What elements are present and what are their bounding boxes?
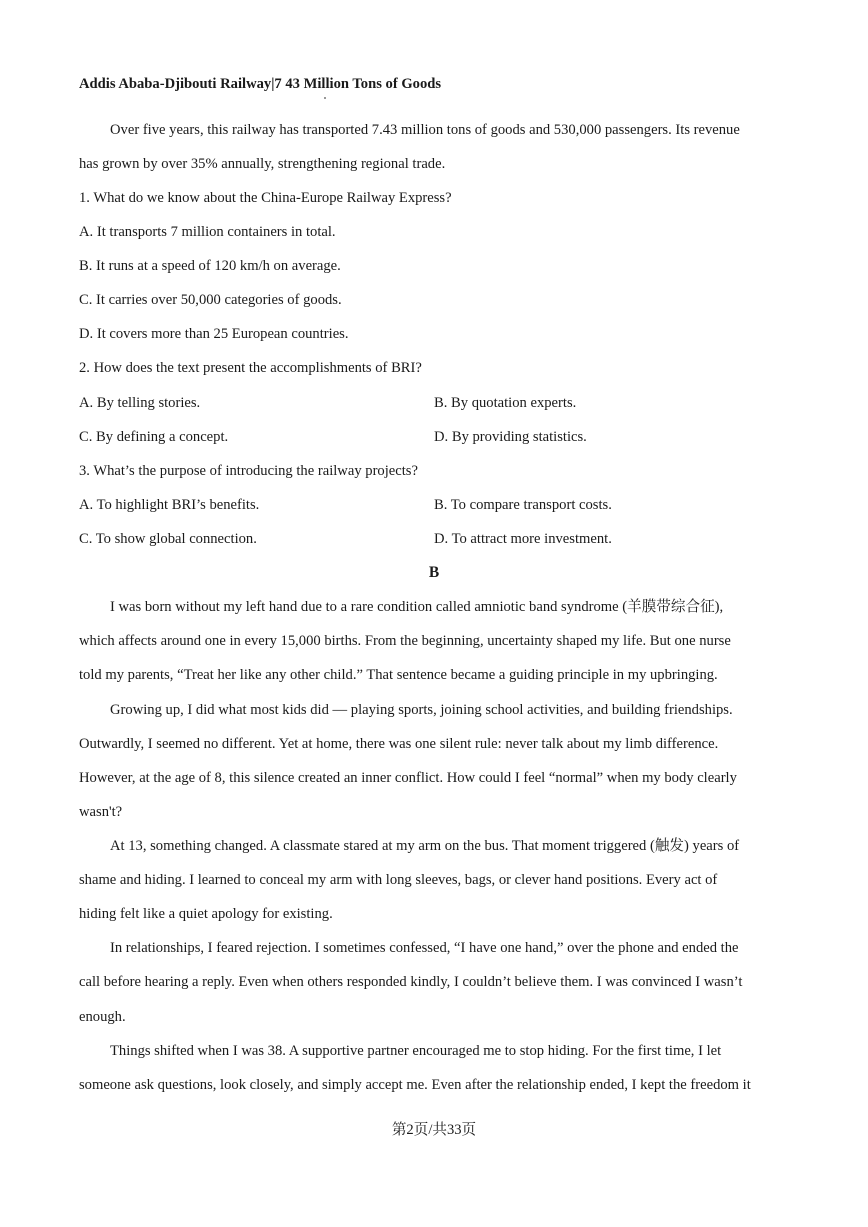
answer-option: C. To show global connection.	[79, 531, 257, 547]
passage-line: Growing up, I did what most kids did — playing sports, joining school activities, and building friendships.	[110, 702, 733, 718]
intro-line: Over five years, this railway has transported 7.43 million tons of goods and 530,000 passengers. Its revenue	[110, 122, 740, 138]
question-stem: 3. What’s the purpose of introducing the railway projects?	[79, 463, 418, 479]
passage-line: hiding felt like a quiet apology for existing.	[79, 906, 333, 922]
passage-line: At 13, something changed. A classmate stared at my arm on the bus. That moment triggered (触发) years of	[110, 838, 740, 854]
answer-option: B. By quotation experts.	[434, 395, 577, 411]
passage-line: However, at the age of 8, this silence created an inner conflict. How could I feel “normal” when my body clearly	[79, 770, 737, 786]
passage-line: I was born without my left hand due to a rare condition called amniotic band syndrome (羊膜带综合征),	[110, 599, 724, 615]
passage-line: In relationships, I feared rejection. I sometimes confessed, “I have one hand,” over the phone and ended the	[110, 940, 739, 956]
answer-option: A. To highlight BRI’s benefits.	[79, 497, 260, 513]
passage-line: enough.	[79, 1009, 126, 1025]
answer-option: A. It transports 7 million containers in total.	[79, 224, 336, 240]
answer-option: B. It runs at a speed of 120 km/h on average.	[79, 258, 341, 274]
question-stem: 1. What do we know about the China-Europe Railway Express?	[79, 190, 452, 206]
answer-option: B. To compare transport costs.	[434, 497, 612, 513]
passage-line: call before hearing a reply. Even when others responded kindly, I couldn’t believe them. I was convinced I wasn’t	[79, 974, 743, 990]
answer-option: A. By telling stories.	[79, 395, 201, 411]
answer-option: D. By providing statistics.	[434, 429, 587, 445]
passage-line: someone ask questions, look closely, and simply accept me. Even after the relationship ended, I kept the freedom it	[79, 1077, 751, 1093]
passage-line: Things shifted when I was 38. A supportive partner encouraged me to stop hiding. For the first time, I let	[110, 1043, 722, 1059]
passage-line: shame and hiding. I learned to conceal my arm with long sleeves, bags, or clever hand positions. Every act of	[79, 872, 718, 888]
page-number-footer: 第2页/共33页	[391, 1122, 477, 1138]
question-stem: 2. How does the text present the accomplishments of BRI?	[79, 360, 422, 376]
passage-line: which affects around one in every 15,000 births. From the beginning, uncertainty shaped my life. But one nurse	[79, 633, 731, 649]
answer-option: C. By defining a concept.	[79, 429, 229, 445]
section-letter: B	[428, 564, 440, 581]
section-heading: Addis Ababa-Djibouti Railway|7 43 Million Tons of Goods	[79, 76, 442, 92]
answer-option: C. It carries over 50,000 categories of goods.	[79, 292, 342, 308]
passage-line: wasn't?	[79, 804, 123, 820]
passage-line: told my parents, “Treat her like any other child.” That sentence became a guiding principle in my upbringing.	[79, 667, 718, 683]
answer-option: D. It covers more than 25 European countries.	[79, 326, 349, 342]
answer-option: D. To attract more investment.	[434, 531, 612, 547]
stray-dot	[324, 97, 326, 99]
intro-line: has grown by over 35% annually, strengthening regional trade.	[79, 156, 446, 172]
passage-line: Outwardly, I seemed no different. Yet at home, there was one silent rule: never talk about my limb difference.	[79, 736, 719, 752]
